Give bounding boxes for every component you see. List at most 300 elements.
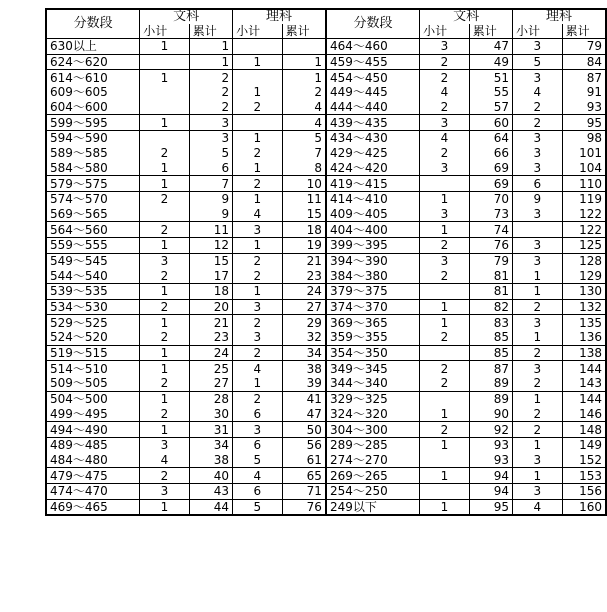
score-range-cell: 604～600 bbox=[50, 100, 108, 115]
table-row bbox=[46, 253, 606, 268]
liberal-subtotal-cell: 1 bbox=[140, 39, 190, 55]
liberal-cumulative-cell: 28 bbox=[189, 391, 232, 406]
table-row bbox=[46, 222, 606, 238]
science-subtotal-cell: 1 bbox=[233, 131, 283, 146]
science-subtotal-cell: 3 bbox=[513, 253, 563, 268]
liberal-cumulative-cell: 18 bbox=[189, 284, 232, 300]
science-subtotal-cell: 2 bbox=[513, 422, 563, 438]
liberal-subtotal-cell: 2 bbox=[140, 222, 190, 238]
science-cumulative-cell: 156 bbox=[562, 483, 606, 499]
score-range-cell: 374～370 bbox=[326, 299, 420, 315]
science-cumulative-cell: 87 bbox=[562, 70, 606, 85]
liberal-subtotal-cell bbox=[420, 391, 470, 406]
liberal-subtotal-cell: 3 bbox=[420, 207, 470, 222]
science-subtotal-cell: 1 bbox=[513, 468, 563, 484]
liberal-cumulative-cell: 6 bbox=[189, 161, 232, 176]
science-subtotal-cell: 1 bbox=[513, 437, 563, 452]
science-subtotal-cell: 1 bbox=[233, 191, 283, 206]
liberal-subtotal-cell: 2 bbox=[420, 146, 470, 161]
liberal-cumulative-cell: 17 bbox=[189, 268, 232, 283]
liberal-cumulative-cell: 24 bbox=[189, 345, 232, 361]
science-subtotal-cell: 1 bbox=[233, 85, 283, 100]
science-cumulative-cell: 4 bbox=[282, 100, 326, 115]
science-cumulative-cell: 95 bbox=[562, 115, 606, 131]
science-subtotal-cell: 2 bbox=[513, 115, 563, 131]
table-row bbox=[46, 422, 606, 438]
liberal-cumulative-cell: 34 bbox=[189, 437, 232, 452]
liberal-subtotal-cell: 3 bbox=[140, 253, 190, 268]
liberal-cumulative-cell: 79 bbox=[469, 253, 512, 268]
score-range-cell: 359～355 bbox=[326, 330, 420, 345]
science-subtotal-cell: 4 bbox=[233, 207, 283, 222]
score-range-cell: 439～435 bbox=[326, 115, 420, 131]
science-cumulative-cell: 84 bbox=[562, 54, 606, 70]
science-subtotal-cell: 1 bbox=[233, 237, 283, 253]
science-cumulative-cell: 130 bbox=[562, 284, 606, 300]
score-range-cell: 304～300 bbox=[326, 422, 420, 438]
score-range-cell: 549～545 bbox=[50, 253, 108, 268]
science-cumulative-cell: 128 bbox=[562, 253, 606, 268]
science-cumulative-cell: 71 bbox=[282, 483, 326, 499]
score-range-cell: 479～475 bbox=[50, 468, 108, 483]
liberal-subtotal-cell: 1 bbox=[140, 315, 190, 330]
science-cumulative-cell: 119 bbox=[562, 191, 606, 206]
science-subtotal-cell: 1 bbox=[513, 391, 563, 406]
science-subtotal-cell: 3 bbox=[513, 453, 563, 468]
liberal-subtotal-cell: 2 bbox=[420, 54, 470, 70]
liberal-cumulative-cell: 95 bbox=[469, 499, 512, 515]
science-subtotal-cell: 2 bbox=[513, 100, 563, 115]
science-cumulative-cell: 18 bbox=[282, 222, 326, 238]
science-subtotal-cell: 4 bbox=[513, 499, 563, 515]
liberal-subtotal-cell bbox=[420, 176, 470, 192]
table-row bbox=[46, 237, 606, 253]
liberal-subtotal-cell: 2 bbox=[140, 299, 190, 315]
table-row bbox=[46, 345, 606, 361]
science-subtotal-cell bbox=[233, 70, 283, 85]
score-range-cell: 464～460 bbox=[326, 39, 420, 55]
science-cumulative-cell: 91 bbox=[562, 85, 606, 100]
liberal-cumulative-cell: 85 bbox=[469, 330, 512, 345]
science-cumulative-cell: 104 bbox=[562, 161, 606, 176]
liberal-cumulative-cell: 2 bbox=[189, 100, 232, 115]
header-range-right: 分数段 bbox=[326, 9, 420, 39]
science-subtotal-cell: 3 bbox=[513, 70, 563, 85]
science-subtotal-cell: 3 bbox=[513, 39, 563, 55]
liberal-subtotal-cell: 1 bbox=[140, 422, 190, 438]
score-range-cell: 544～540 bbox=[50, 268, 108, 283]
science-subtotal-cell bbox=[233, 39, 283, 55]
science-cumulative-cell bbox=[282, 39, 326, 55]
liberal-subtotal-cell: 1 bbox=[140, 361, 190, 376]
table-row bbox=[46, 115, 606, 131]
science-cumulative-cell: 1 bbox=[282, 54, 326, 70]
score-range-cell: 539～535 bbox=[50, 284, 108, 299]
science-subtotal-cell: 5 bbox=[233, 499, 283, 515]
science-cumulative-cell: 122 bbox=[562, 207, 606, 222]
science-subtotal-cell: 3 bbox=[233, 422, 283, 438]
science-cumulative-cell: 93 bbox=[562, 100, 606, 115]
liberal-subtotal-cell: 2 bbox=[140, 468, 190, 484]
liberal-subtotal-cell: 2 bbox=[420, 70, 470, 85]
liberal-cumulative-cell: 47 bbox=[469, 39, 512, 55]
liberal-cumulative-cell: 5 bbox=[189, 146, 232, 161]
science-cumulative-cell: 23 bbox=[282, 268, 326, 283]
liberal-cumulative-cell: 40 bbox=[189, 468, 232, 484]
liberal-subtotal-cell: 4 bbox=[140, 453, 190, 468]
score-range-cell: 584～580 bbox=[50, 160, 108, 175]
score-range-cell: 324～320 bbox=[326, 407, 420, 422]
liberal-cumulative-cell: 81 bbox=[469, 284, 512, 300]
science-subtotal-cell bbox=[233, 115, 283, 131]
science-cumulative-cell: 144 bbox=[562, 361, 606, 376]
liberal-cumulative-cell: 44 bbox=[189, 499, 232, 515]
liberal-cumulative-cell: 3 bbox=[189, 115, 232, 131]
header-range-left: 分数段 bbox=[73, 16, 113, 31]
liberal-subtotal-cell: 1 bbox=[420, 437, 470, 452]
score-range-cell: 489～485 bbox=[50, 438, 108, 453]
science-subtotal-cell: 3 bbox=[513, 361, 563, 376]
science-subtotal-cell: 3 bbox=[513, 161, 563, 176]
score-range-cell: 509～505 bbox=[50, 376, 108, 391]
liberal-subtotal-cell: 1 bbox=[420, 191, 470, 206]
liberal-subtotal-cell: 4 bbox=[420, 131, 470, 146]
table-row bbox=[46, 453, 606, 468]
score-range-cell: 574～570 bbox=[50, 192, 108, 207]
liberal-cumulative-cell: 9 bbox=[189, 207, 232, 222]
header-cumulative: 累计 bbox=[282, 24, 326, 39]
liberal-subtotal-cell: 1 bbox=[140, 176, 190, 192]
science-subtotal-cell: 2 bbox=[513, 376, 563, 391]
liberal-subtotal-cell: 1 bbox=[140, 115, 190, 131]
science-subtotal-cell: 2 bbox=[233, 268, 283, 283]
liberal-subtotal-cell bbox=[140, 85, 190, 100]
header-liberal-arts-right: 文科 bbox=[420, 9, 513, 24]
table-row bbox=[46, 330, 606, 345]
science-cumulative-cell: 61 bbox=[282, 453, 326, 468]
score-range-cell: 514～510 bbox=[50, 361, 108, 376]
science-cumulative-cell: 15 bbox=[282, 207, 326, 222]
science-subtotal-cell: 5 bbox=[513, 54, 563, 70]
liberal-subtotal-cell: 2 bbox=[140, 146, 190, 161]
liberal-cumulative-cell: 9 bbox=[189, 191, 232, 206]
science-cumulative-cell: 32 bbox=[282, 330, 326, 345]
science-cumulative-cell: 41 bbox=[282, 391, 326, 406]
liberal-subtotal-cell: 2 bbox=[420, 237, 470, 253]
table-row bbox=[46, 468, 606, 484]
liberal-subtotal-cell: 3 bbox=[420, 253, 470, 268]
science-cumulative-cell: 21 bbox=[282, 253, 326, 268]
science-cumulative-cell: 79 bbox=[562, 39, 606, 55]
science-subtotal-cell: 9 bbox=[513, 191, 563, 206]
science-cumulative-cell: 152 bbox=[562, 453, 606, 468]
liberal-cumulative-cell: 94 bbox=[469, 468, 512, 484]
liberal-cumulative-cell: 69 bbox=[469, 176, 512, 192]
score-range-cell: 519～515 bbox=[50, 346, 108, 361]
science-cumulative-cell: 19 bbox=[282, 237, 326, 253]
science-subtotal-cell: 1 bbox=[513, 330, 563, 345]
liberal-cumulative-cell: 38 bbox=[189, 453, 232, 468]
science-cumulative-cell: 34 bbox=[282, 345, 326, 361]
score-range-cell: 354～350 bbox=[326, 345, 420, 361]
liberal-cumulative-cell: 81 bbox=[469, 268, 512, 283]
science-subtotal-cell: 2 bbox=[513, 299, 563, 315]
liberal-cumulative-cell: 64 bbox=[469, 131, 512, 146]
score-range-cell: 454～450 bbox=[326, 70, 420, 85]
liberal-subtotal-cell: 2 bbox=[420, 361, 470, 376]
liberal-cumulative-cell: 2 bbox=[189, 85, 232, 100]
score-range-cell: 419～415 bbox=[326, 176, 420, 192]
table-row bbox=[46, 483, 606, 499]
score-range-cell: 349～345 bbox=[326, 361, 420, 376]
liberal-subtotal-cell bbox=[420, 453, 470, 468]
science-subtotal-cell: 3 bbox=[233, 330, 283, 345]
score-range-cell: 559～555 bbox=[50, 238, 108, 253]
liberal-cumulative-cell: 93 bbox=[469, 437, 512, 452]
liberal-subtotal-cell: 2 bbox=[140, 407, 190, 422]
science-subtotal-cell: 5 bbox=[233, 453, 283, 468]
liberal-cumulative-cell: 27 bbox=[189, 376, 232, 391]
score-range-cell: 399～395 bbox=[326, 237, 420, 253]
score-range-cell: 269～265 bbox=[326, 468, 420, 484]
liberal-subtotal-cell: 3 bbox=[420, 39, 470, 55]
header-subtotal: 小计 bbox=[513, 24, 563, 39]
science-subtotal-cell: 6 bbox=[233, 407, 283, 422]
score-range-cell: 444～440 bbox=[326, 100, 420, 115]
science-subtotal-cell: 3 bbox=[513, 207, 563, 222]
header-cumulative: 累计 bbox=[189, 24, 232, 39]
liberal-subtotal-cell: 1 bbox=[140, 345, 190, 361]
score-range-cell: 379～375 bbox=[326, 284, 420, 300]
liberal-subtotal-cell: 3 bbox=[420, 115, 470, 131]
liberal-cumulative-cell: 60 bbox=[469, 115, 512, 131]
liberal-cumulative-cell: 85 bbox=[469, 345, 512, 361]
liberal-subtotal-cell: 1 bbox=[140, 161, 190, 176]
table-row bbox=[46, 70, 606, 85]
liberal-cumulative-cell: 20 bbox=[189, 299, 232, 315]
score-range-cell: 474～470 bbox=[50, 484, 108, 499]
liberal-subtotal-cell bbox=[420, 483, 470, 499]
science-subtotal-cell: 2 bbox=[233, 391, 283, 406]
science-subtotal-cell: 6 bbox=[233, 437, 283, 452]
liberal-subtotal-cell bbox=[420, 284, 470, 300]
liberal-subtotal-cell: 1 bbox=[140, 237, 190, 253]
header-science-right: 理科 bbox=[513, 9, 606, 24]
score-distribution-table bbox=[45, 8, 607, 516]
science-cumulative-cell: 148 bbox=[562, 422, 606, 438]
liberal-cumulative-cell: 3 bbox=[189, 131, 232, 146]
score-range-cell: 579～575 bbox=[50, 176, 108, 191]
liberal-subtotal-cell: 3 bbox=[140, 437, 190, 452]
liberal-cumulative-cell: 43 bbox=[189, 483, 232, 499]
science-subtotal-cell: 2 bbox=[233, 100, 283, 115]
science-cumulative-cell: 10 bbox=[282, 176, 326, 192]
score-range-cell: 329～325 bbox=[326, 391, 420, 406]
liberal-subtotal-cell: 1 bbox=[140, 499, 190, 515]
liberal-cumulative-cell: 12 bbox=[189, 237, 232, 253]
science-subtotal-cell: 2 bbox=[513, 345, 563, 361]
table-row bbox=[46, 176, 606, 192]
table-row bbox=[46, 437, 606, 452]
score-range-cell: 504～500 bbox=[50, 392, 108, 407]
science-cumulative-cell: 132 bbox=[562, 299, 606, 315]
science-subtotal-cell: 3 bbox=[513, 146, 563, 161]
science-subtotal-cell: 2 bbox=[233, 345, 283, 361]
table-row bbox=[46, 146, 606, 161]
table-body bbox=[46, 39, 606, 516]
table-row bbox=[46, 391, 606, 406]
score-range-cell: 249以下 bbox=[326, 499, 420, 515]
liberal-subtotal-cell: 2 bbox=[420, 422, 470, 438]
score-range-cell: 384～380 bbox=[326, 268, 420, 283]
science-subtotal-cell: 3 bbox=[513, 131, 563, 146]
table-row bbox=[46, 39, 606, 55]
liberal-subtotal-cell: 1 bbox=[140, 284, 190, 300]
liberal-subtotal-cell: 1 bbox=[420, 468, 470, 484]
liberal-cumulative-cell: 94 bbox=[469, 483, 512, 499]
score-range-cell: 599～595 bbox=[50, 115, 108, 130]
science-subtotal-cell: 4 bbox=[233, 468, 283, 484]
score-range-cell: 524～520 bbox=[50, 330, 108, 345]
header-subtotal: 小计 bbox=[420, 24, 470, 39]
liberal-subtotal-cell: 4 bbox=[420, 85, 470, 100]
science-cumulative-cell: 50 bbox=[282, 422, 326, 438]
liberal-cumulative-cell: 89 bbox=[469, 391, 512, 406]
science-subtotal-cell bbox=[513, 222, 563, 238]
score-range-cell: 409～405 bbox=[326, 207, 420, 222]
score-range-cell: 499～495 bbox=[50, 406, 108, 421]
liberal-cumulative-cell: 15 bbox=[189, 253, 232, 268]
score-range-cell: 369～365 bbox=[326, 315, 420, 330]
liberal-subtotal-cell: 2 bbox=[140, 191, 190, 206]
science-cumulative-cell: 56 bbox=[282, 437, 326, 452]
science-cumulative-cell: 38 bbox=[282, 361, 326, 376]
science-subtotal-cell: 6 bbox=[233, 483, 283, 499]
science-subtotal-cell: 1 bbox=[233, 376, 283, 391]
score-range-cell: 449～445 bbox=[326, 85, 420, 100]
liberal-subtotal-cell bbox=[420, 345, 470, 361]
science-cumulative-cell: 7 bbox=[282, 146, 326, 161]
table-row bbox=[46, 54, 606, 70]
liberal-cumulative-cell: 70 bbox=[469, 191, 512, 206]
liberal-cumulative-cell: 87 bbox=[469, 361, 512, 376]
table-row bbox=[46, 268, 606, 283]
liberal-subtotal-cell: 1 bbox=[140, 70, 190, 85]
science-subtotal-cell: 6 bbox=[513, 176, 563, 192]
science-subtotal-cell: 3 bbox=[233, 222, 283, 238]
science-cumulative-cell: 76 bbox=[282, 499, 326, 515]
science-subtotal-cell: 2 bbox=[233, 315, 283, 330]
liberal-cumulative-cell: 25 bbox=[189, 361, 232, 376]
science-cumulative-cell: 8 bbox=[282, 161, 326, 176]
score-range-cell: 424～420 bbox=[326, 161, 420, 176]
liberal-subtotal-cell bbox=[140, 54, 190, 70]
score-range-cell: 484～480 bbox=[50, 452, 108, 467]
liberal-cumulative-cell: 82 bbox=[469, 299, 512, 315]
liberal-cumulative-cell: 51 bbox=[469, 70, 512, 85]
science-cumulative-cell: 24 bbox=[282, 284, 326, 300]
table-row bbox=[46, 131, 606, 146]
science-cumulative-cell: 146 bbox=[562, 407, 606, 422]
liberal-cumulative-cell: 21 bbox=[189, 315, 232, 330]
liberal-subtotal-cell: 2 bbox=[140, 330, 190, 345]
liberal-cumulative-cell: 89 bbox=[469, 376, 512, 391]
score-range-cell: 434～430 bbox=[326, 131, 420, 146]
header-science-left: 理科 bbox=[233, 9, 326, 24]
science-subtotal-cell: 4 bbox=[513, 85, 563, 100]
science-cumulative-cell: 1 bbox=[282, 70, 326, 85]
science-cumulative-cell: 136 bbox=[562, 330, 606, 345]
score-range-cell: 534～530 bbox=[50, 300, 108, 315]
score-range-cell: 414～410 bbox=[326, 191, 420, 206]
science-subtotal-cell: 1 bbox=[233, 284, 283, 300]
liberal-subtotal-cell bbox=[140, 131, 190, 146]
liberal-cumulative-cell: 90 bbox=[469, 407, 512, 422]
liberal-cumulative-cell: 57 bbox=[469, 100, 512, 115]
score-range-cell: 630以上 bbox=[50, 39, 97, 54]
science-cumulative-cell: 27 bbox=[282, 299, 326, 315]
header-subtotal: 小计 bbox=[233, 24, 283, 39]
science-subtotal-cell: 2 bbox=[513, 407, 563, 422]
score-range-cell: 589～585 bbox=[50, 146, 108, 161]
science-subtotal-cell: 4 bbox=[233, 361, 283, 376]
score-range-cell: 624～620 bbox=[50, 55, 108, 70]
science-cumulative-cell: 65 bbox=[282, 468, 326, 484]
liberal-subtotal-cell: 2 bbox=[140, 268, 190, 283]
science-cumulative-cell: 29 bbox=[282, 315, 326, 330]
science-cumulative-cell: 110 bbox=[562, 176, 606, 192]
liberal-subtotal-cell: 1 bbox=[420, 315, 470, 330]
science-cumulative-cell: 98 bbox=[562, 131, 606, 146]
liberal-subtotal-cell: 1 bbox=[140, 391, 190, 406]
liberal-subtotal-cell: 2 bbox=[420, 376, 470, 391]
table-row bbox=[46, 100, 606, 115]
table-row bbox=[46, 407, 606, 422]
liberal-subtotal-cell: 1 bbox=[420, 222, 470, 238]
liberal-cumulative-cell: 30 bbox=[189, 407, 232, 422]
science-cumulative-cell: 144 bbox=[562, 391, 606, 406]
science-cumulative-cell: 47 bbox=[282, 407, 326, 422]
science-cumulative-cell: 143 bbox=[562, 376, 606, 391]
liberal-cumulative-cell: 23 bbox=[189, 330, 232, 345]
science-cumulative-cell: 135 bbox=[562, 315, 606, 330]
science-subtotal-cell: 1 bbox=[233, 54, 283, 70]
table-row bbox=[46, 315, 606, 330]
header-subtotal: 小计 bbox=[140, 24, 190, 39]
score-range-cell: 564～560 bbox=[50, 222, 108, 237]
liberal-cumulative-cell: 11 bbox=[189, 222, 232, 238]
science-cumulative-cell: 153 bbox=[562, 468, 606, 484]
liberal-subtotal-cell: 2 bbox=[140, 376, 190, 391]
science-cumulative-cell: 138 bbox=[562, 345, 606, 361]
science-cumulative-cell: 129 bbox=[562, 268, 606, 283]
science-cumulative-cell: 125 bbox=[562, 237, 606, 253]
score-range-cell: 614～610 bbox=[50, 70, 108, 85]
table-row bbox=[46, 207, 606, 222]
score-range-cell: 529～525 bbox=[50, 315, 108, 330]
score-range-cell: 609～605 bbox=[50, 85, 108, 100]
liberal-cumulative-cell: 92 bbox=[469, 422, 512, 438]
liberal-subtotal-cell: 1 bbox=[420, 407, 470, 422]
score-range-cell: 429～425 bbox=[326, 146, 420, 161]
score-range-cell: 404～400 bbox=[326, 222, 420, 238]
science-cumulative-cell: 160 bbox=[562, 499, 606, 515]
science-cumulative-cell: 4 bbox=[282, 115, 326, 131]
science-subtotal-cell: 1 bbox=[233, 161, 283, 176]
liberal-cumulative-cell: 55 bbox=[469, 85, 512, 100]
liberal-subtotal-cell: 2 bbox=[420, 330, 470, 345]
science-cumulative-cell: 101 bbox=[562, 146, 606, 161]
